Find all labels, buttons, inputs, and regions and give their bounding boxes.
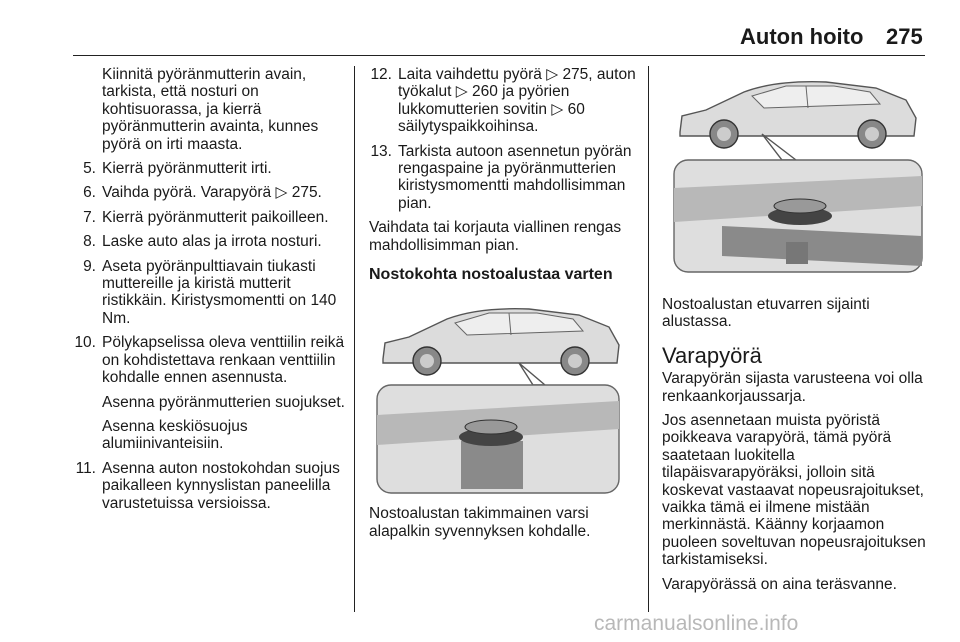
step-sub-text: Asenna keskiösuojus alumiinivanteisiin. xyxy=(102,417,248,453)
step-number: 8. xyxy=(83,233,96,251)
lift-arm-detail-illustration xyxy=(377,385,619,493)
step-4-continuation: Kiinnitä pyöränmutterin avain, tarkista, että nosturi on kohtisuorassa, ja kierrä pyöränmutterin avainta, kunnes pyörä on irti maasta. xyxy=(102,66,319,153)
paragraph: Varapyörässä on aina teräsvanne. xyxy=(662,575,897,593)
step-sub-text: Asenna pyöränmutterien suojukset. xyxy=(102,393,345,411)
step-item xyxy=(73,334,345,386)
step-item xyxy=(73,460,345,512)
lift-arm-detail-illustration xyxy=(674,160,922,272)
step-number: 10. xyxy=(74,334,96,352)
step-item xyxy=(369,143,639,213)
lift-point-rear-figure xyxy=(369,297,639,497)
page-number: 275 xyxy=(886,24,923,49)
callout-pointer xyxy=(519,363,545,385)
figure-caption: Nostoalustan etuvarren sijainti alustassa. xyxy=(662,296,870,331)
column-1 xyxy=(73,66,345,519)
car-side-illustration xyxy=(383,309,619,375)
column-divider-2 xyxy=(648,66,649,612)
header-rule xyxy=(73,55,925,56)
step-number: 6. xyxy=(83,184,96,202)
section-heading-spare-wheel: Varapyörä xyxy=(662,342,762,368)
paragraph: Varapyörän sijasta varusteena voi olla renkaankorjaussarja. xyxy=(662,370,923,405)
paragraph: Jos asennetaan muista pyöristä poikkeava varapyörä, tämä pyörä saatetaan luokitella tilapäisvarapyöräksi, jolloin sitä koskevat vastaavat nopeusrajoitukset, vaikka tämä ei ilmene mistään merkinnästä. Käänny korjaamon puoleen soveltuvan nopeusrajoituksen tarkistamiseksi. xyxy=(662,412,926,569)
callout-pointer xyxy=(762,134,796,160)
page-header xyxy=(0,24,960,58)
lift-point-front-figure xyxy=(662,66,932,278)
column-divider-1 xyxy=(354,66,355,612)
step-number: 12. xyxy=(370,66,392,83)
column-2 xyxy=(369,66,639,540)
section-title: Auton hoito xyxy=(740,24,864,49)
step-text: Vaihda pyörä. Varapyörä ▷ 275. xyxy=(102,184,322,202)
step-text: Laske auto alas ja irrota nosturi. xyxy=(102,233,322,251)
watermark: carmanualsonline.info xyxy=(594,612,799,635)
step-text: Pölykapselissa oleva venttiilin reikä on kohdistettava renkaan venttiilin kohdalle ennen asennusta. xyxy=(102,334,345,387)
step-number: 13. xyxy=(370,142,392,160)
step-text: Aseta pyöränpulttiavain tiukasti muttereille ja kiristä mutterit ristikkäin. Kiristysmomentti on 140 Nm. xyxy=(102,257,337,327)
column-3 xyxy=(662,66,932,600)
step-item xyxy=(73,209,345,226)
step-item xyxy=(73,258,345,328)
step-text: Tarkista autoon asennetun pyörän rengaspaine ja pyöränmutterien kiristysmomentti mahdollisimman pian. xyxy=(398,142,632,212)
step-text: Kierrä pyöränmutterit irti. xyxy=(102,160,272,178)
paragraph: Vaihdata tai korjauta viallinen rengas mahdollisimman pian. xyxy=(369,219,622,254)
step-number: 7. xyxy=(83,208,96,226)
figure-caption: Nostoalustan takimmainen varsi alapalkin syvennyksen kohdalle. xyxy=(369,505,591,540)
step-number: 5. xyxy=(83,160,96,178)
step-item xyxy=(73,160,345,177)
car-side-illustration xyxy=(680,82,916,148)
step-item xyxy=(73,233,345,250)
step-number: 11. xyxy=(75,459,96,477)
section-heading: Nostokohta nostoalustaa varten xyxy=(369,266,613,284)
step-text: Laita vaihdettu pyörä ▷ 275, auton työkalut ▷ 260 ja pyörien lukkomutterien sovitin ▷ 60 säilytyspaikkoihinsa. xyxy=(398,66,636,136)
step-text: Kierrä pyöränmutterit paikoilleen. xyxy=(102,208,329,226)
step-item xyxy=(73,184,345,201)
step-number: 9. xyxy=(83,257,96,275)
step-text: Asenna auton nostokohdan suojus paikalleen kynnyslistan paneelilla varustetuissa versioissa. xyxy=(102,459,340,512)
step-item xyxy=(369,66,639,136)
